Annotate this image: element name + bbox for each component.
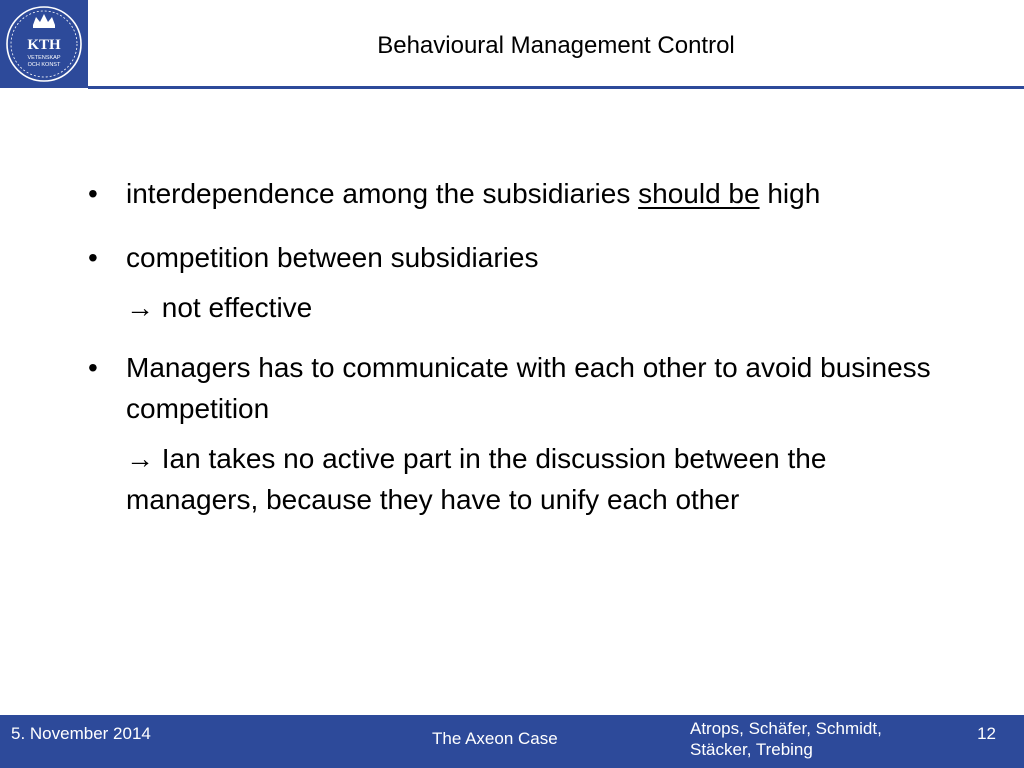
logo-text-main: KTH [27, 37, 61, 53]
footer-case-title: The Axeon Case [432, 729, 558, 748]
bullet-mark: • [88, 178, 98, 209]
bullet-item [84, 347, 944, 520]
footer-date: 5. November 2014 [11, 724, 151, 743]
slide-body [84, 173, 944, 542]
bullet-subtext: → Ian takes no active part in the discussion between the managers, because they have to unify each other [126, 443, 827, 515]
footer-authors-line: Atrops, Schäfer, Schmidt, [690, 719, 882, 738]
bullet-mark: • [88, 352, 98, 383]
bullet-text: Managers has to communicate with each other to avoid business competition [126, 352, 931, 424]
bullet-subtext: → not effective [126, 292, 313, 323]
bullet-text-continued: high [759, 178, 821, 209]
page-number: 12 [977, 724, 996, 743]
logo-text-sub1: VETENSKAP [27, 55, 61, 61]
kth-crown-logo-icon [3, 3, 85, 85]
kth-logo [0, 0, 88, 88]
logo-text-sub2: OCH KONST [27, 62, 61, 68]
bullet-item [84, 237, 944, 328]
slide-title: Behavioural Management Control [377, 32, 735, 59]
bullet-item [84, 173, 944, 214]
bullet-mark: • [88, 242, 98, 273]
bullet-text: competition between subsidiaries [126, 242, 539, 273]
bullet-emphasis: should be [638, 178, 760, 209]
footer-authors [690, 718, 950, 760]
bullet-text: interdependence among the subsidiaries [126, 178, 639, 209]
slide-footer [0, 715, 1024, 768]
footer-authors-line: Stäcker, Trebing [690, 740, 813, 759]
header-divider [88, 86, 1024, 89]
